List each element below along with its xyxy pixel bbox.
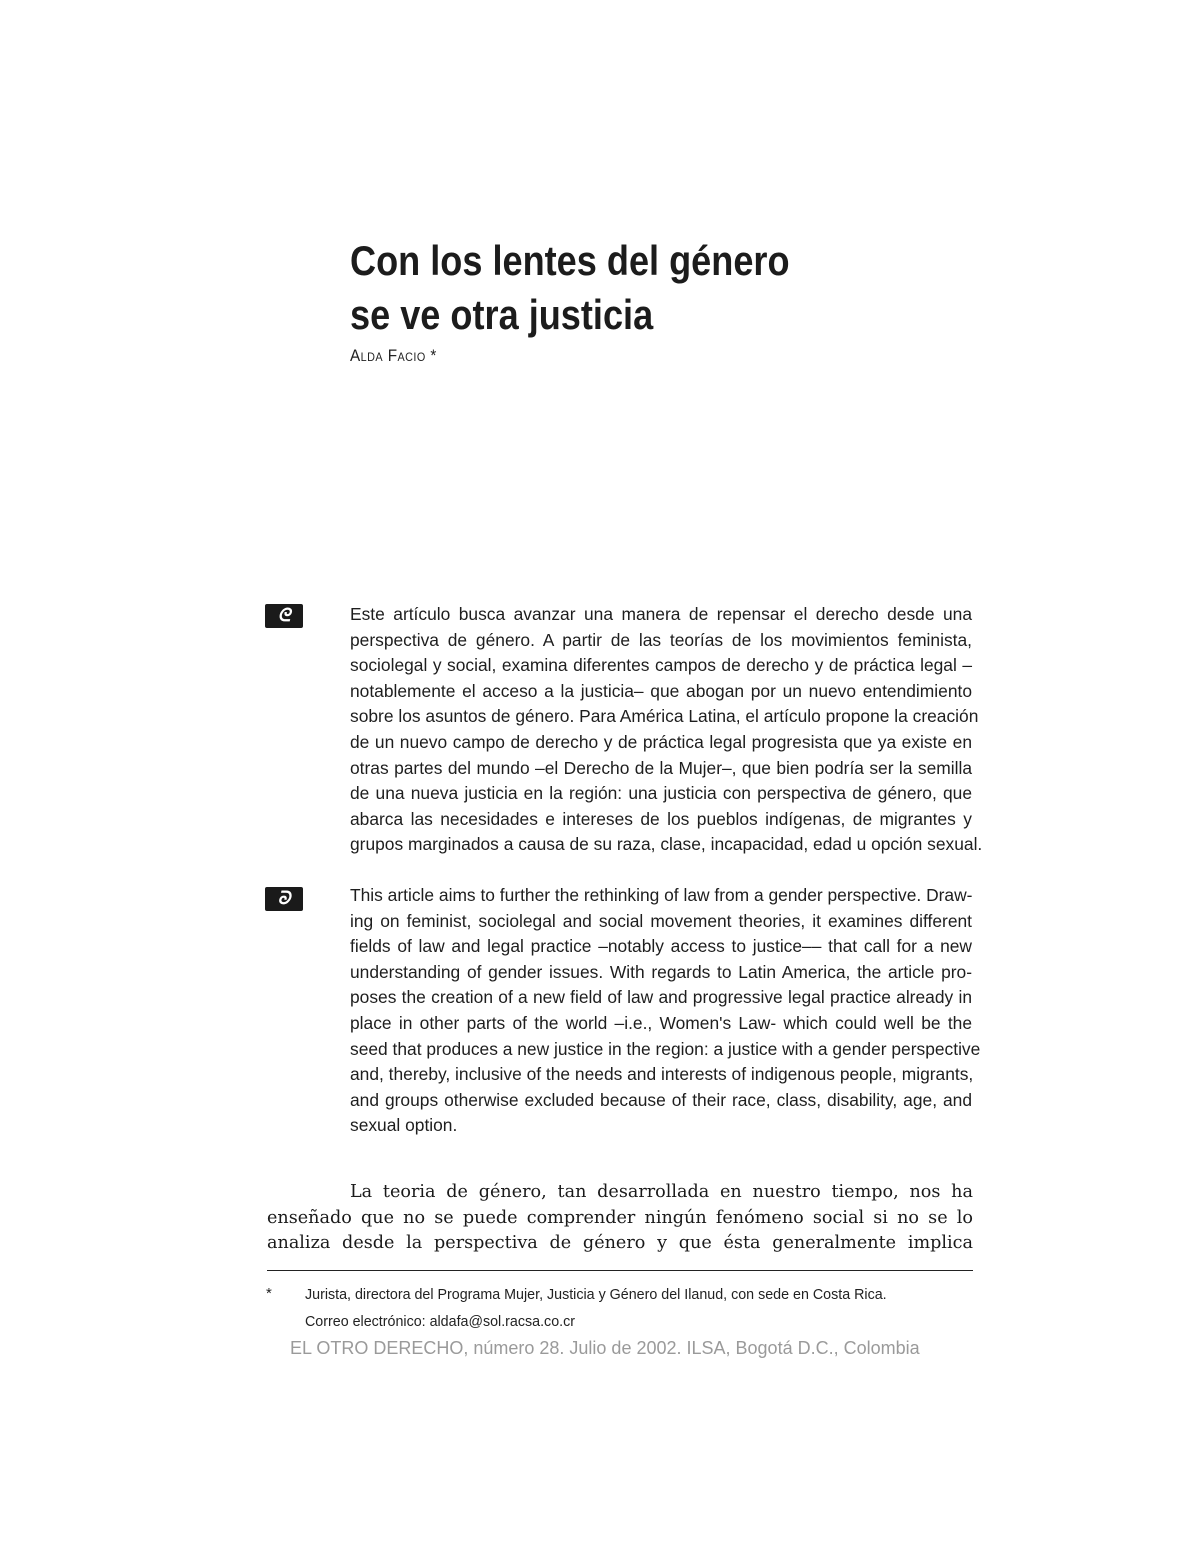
abstract-es-line: grupos marginados a causa de su raza, clase, incapacidad, edad u opción sexual.: [350, 834, 983, 855]
body-line: La teoria de género, tan desarrollada en nuestro tiempo, nos ha: [350, 1182, 973, 1202]
abstract-es-line: Este artículo busca avanzar una manera de repensar el derecho desde una: [350, 604, 972, 624]
footnote-email[interactable]: Correo electrónico: aldafa@sol.racsa.co.cr: [305, 1313, 576, 1330]
abstract-es-line: otras partes del mundo –el Derecho de la Mujer–, que bien podría ser la semilla: [350, 757, 972, 778]
article-title-line-2: se ve otra justicia: [350, 291, 654, 338]
abstract-es-line: de una nueva justicia en la región: una justicia con perspectiva de género, que: [350, 783, 972, 804]
article-author: Alda Facio *: [350, 346, 437, 365]
article-title: [350, 234, 883, 342]
abstract-en-line: understanding of gender issues. With regards to Latin America, the article pro-: [350, 961, 972, 982]
footnote-line-1: Jurista, directora del Programa Mujer, Justicia y Género del Ilanud, con sede en Costa Rica.: [305, 1286, 887, 1303]
article-title-line-1: Con los lentes del género: [350, 237, 790, 284]
abstract-en-line: sexual option.: [350, 1115, 458, 1136]
footnote: [305, 1281, 925, 1335]
body-line: enseñado que no se puede comprender ningún fenómeno social si no se lo: [267, 1207, 973, 1228]
abstract-es-line: de un nuevo campo de derecho y de práctica legal progresista que ya existe en: [350, 731, 972, 752]
abstract-es-line: notablemente el acceso a la justicia– que abogan por un nuevo entendimiento: [350, 680, 972, 701]
abstract-en-line: and groups otherwise excluded because of their race, class, disability, age, and: [350, 1089, 972, 1110]
body-paragraph: [267, 1180, 973, 1257]
abstract-es-line: abarca las necesidades e intereses de los pueblos indígenas, de migrantes y: [350, 808, 972, 829]
journal-citation: EL OTRO DERECHO, número 28. Julio de 2002. ILSA, Bogotá D.C., Colombia: [290, 1338, 920, 1358]
body-line: analiza desde la perspectiva de género y que ésta generalmente implica: [267, 1233, 973, 1253]
abstract-es-line: sobre los asuntos de género. Para América Latina, el artículo propone la creación: [350, 706, 979, 727]
abstract-english: [350, 883, 981, 1139]
footnote-divider: [267, 1270, 973, 1271]
abstract-en-line: and, thereby, inclusive of the needs and interests of indigenous people, migrants,: [350, 1064, 974, 1085]
abstract-en-line: poses the creation of a new field of law and progressive legal practice already in: [350, 987, 972, 1008]
ornament-open-icon: ᘓ: [265, 604, 303, 628]
abstract-en-line: ing on feminist, sociolegal and social movement theories, it examines different: [350, 910, 972, 931]
abstract-en-line: seed that produces a new justice in the region: a justice with a gender perspective: [350, 1038, 981, 1059]
ornament-close-icon: ᘐ: [265, 887, 303, 911]
footnote-marker: *: [266, 1285, 272, 1302]
abstract-en-line: This article aims to further the rethinking of law from a gender perspective. Draw-: [350, 885, 973, 905]
abstract-es-line: perspectiva de género. A partir de las teorías de los movimientos feminista,: [350, 629, 972, 650]
abstract-en-line: place in other parts of the world –i.e., Women's Law- which could well be the: [350, 1012, 972, 1033]
abstract-en-line: fields of law and legal practice –notably access to justice–– that call for a new: [350, 936, 972, 957]
abstract-es-line: sociolegal y social, examina diferentes campos de derecho y de práctica legal –: [350, 655, 972, 676]
abstract-spanish: [350, 602, 983, 858]
